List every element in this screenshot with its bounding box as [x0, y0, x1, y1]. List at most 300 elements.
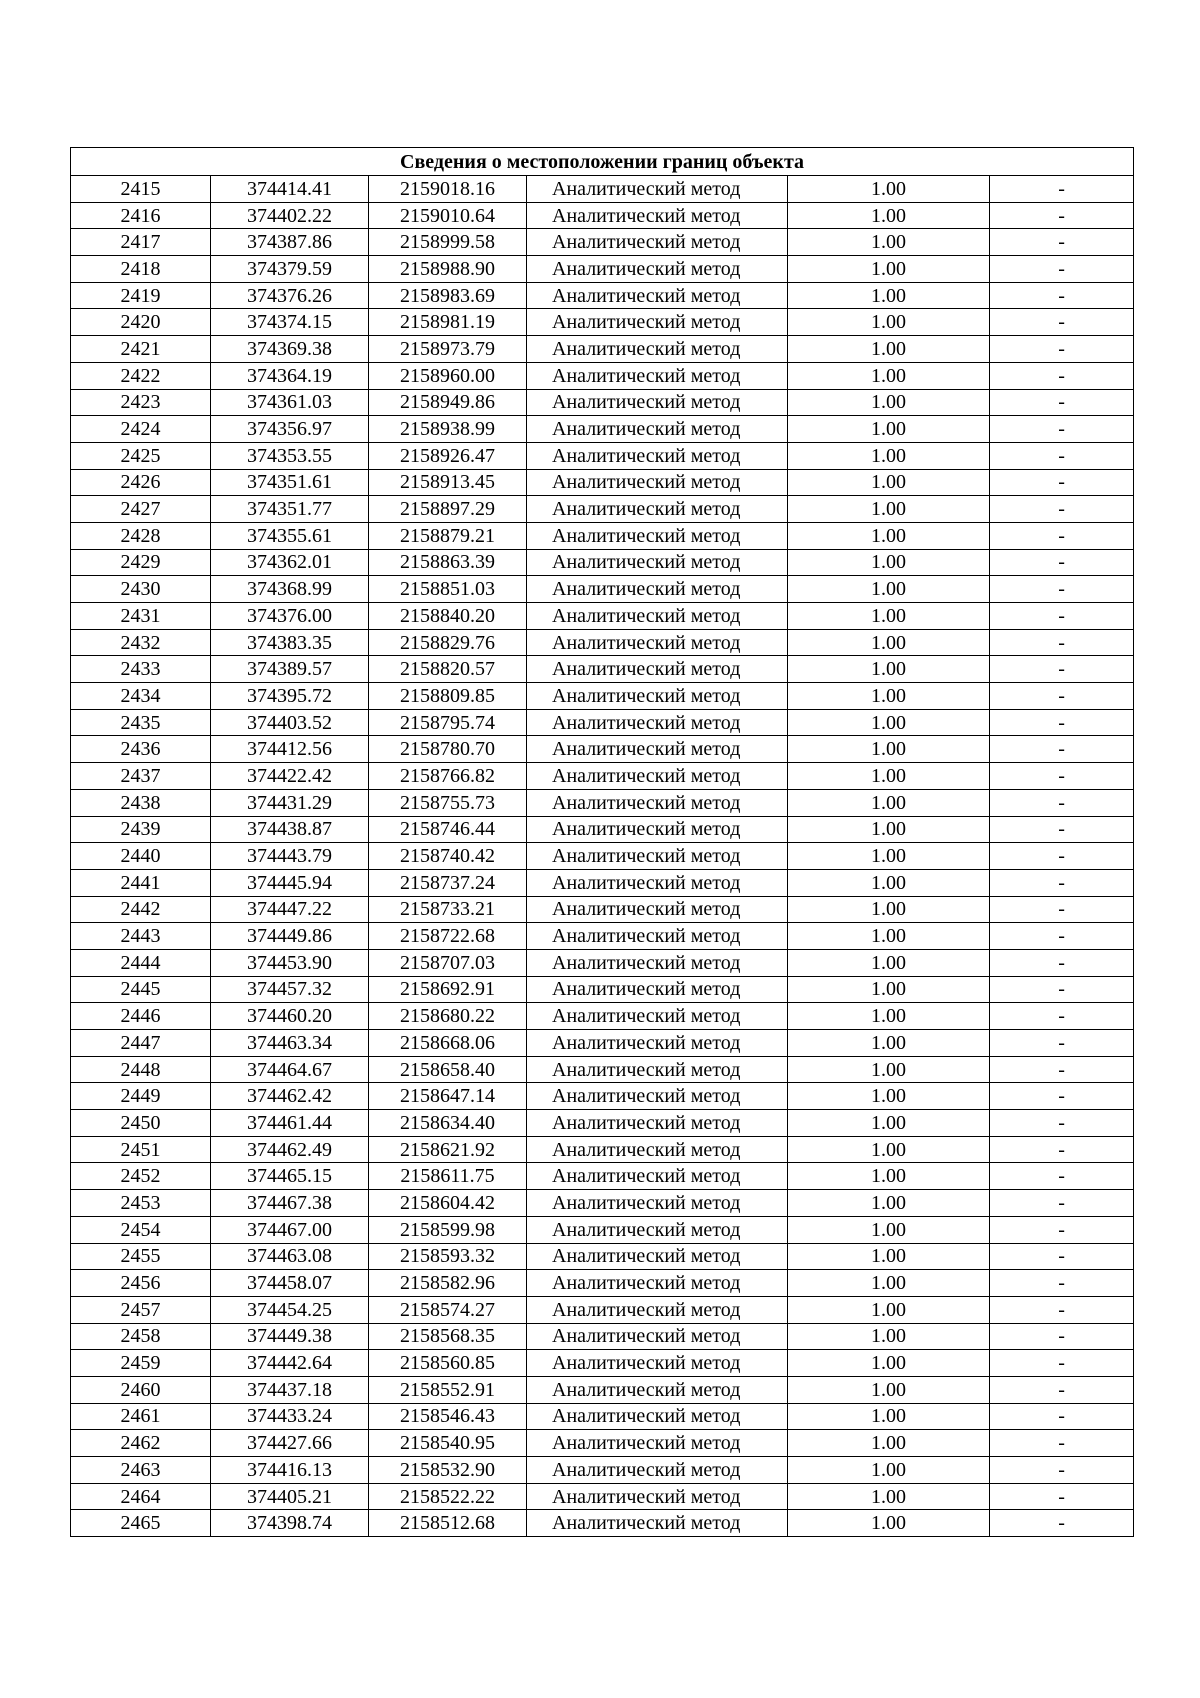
point-number-cell: 2463 — [71, 1457, 211, 1484]
y-coordinate-cell: 2158879.21 — [369, 522, 527, 549]
method-cell: Аналитический метод — [527, 1243, 788, 1270]
table-row — [71, 736, 1134, 763]
description-cell: - — [990, 949, 1134, 976]
y-coordinate-cell: 2158546.43 — [369, 1403, 527, 1430]
description-cell: - — [990, 656, 1134, 683]
table-row — [71, 629, 1134, 656]
accuracy-cell: 1.00 — [788, 736, 990, 763]
x-coordinate-cell: 374437.18 — [211, 1376, 369, 1403]
point-number-cell: 2421 — [71, 336, 211, 363]
table-row — [71, 949, 1134, 976]
y-coordinate-cell: 2158863.39 — [369, 549, 527, 576]
x-coordinate-cell: 374427.66 — [211, 1430, 369, 1457]
accuracy-cell: 1.00 — [788, 816, 990, 843]
point-number-cell: 2426 — [71, 469, 211, 496]
y-coordinate-cell: 2158540.95 — [369, 1430, 527, 1457]
accuracy-cell: 1.00 — [788, 709, 990, 736]
accuracy-cell: 1.00 — [788, 896, 990, 923]
x-coordinate-cell: 374403.52 — [211, 709, 369, 736]
y-coordinate-cell: 2158574.27 — [369, 1296, 527, 1323]
y-coordinate-cell: 2158621.92 — [369, 1136, 527, 1163]
method-cell: Аналитический метод — [527, 1350, 788, 1377]
table-row — [71, 229, 1134, 256]
method-cell: Аналитический метод — [527, 1510, 788, 1537]
x-coordinate-cell: 374453.90 — [211, 949, 369, 976]
x-coordinate-cell: 374389.57 — [211, 656, 369, 683]
description-cell: - — [990, 1163, 1134, 1190]
table-row — [71, 202, 1134, 229]
method-cell: Аналитический метод — [527, 1216, 788, 1243]
point-number-cell: 2456 — [71, 1270, 211, 1297]
description-cell: - — [990, 789, 1134, 816]
method-cell: Аналитический метод — [527, 549, 788, 576]
accuracy-cell: 1.00 — [788, 309, 990, 336]
y-coordinate-cell: 2158560.85 — [369, 1350, 527, 1377]
accuracy-cell: 1.00 — [788, 1510, 990, 1537]
x-coordinate-cell: 374447.22 — [211, 896, 369, 923]
point-number-cell: 2423 — [71, 389, 211, 416]
x-coordinate-cell: 374442.64 — [211, 1350, 369, 1377]
accuracy-cell: 1.00 — [788, 1296, 990, 1323]
method-cell: Аналитический метод — [527, 1030, 788, 1057]
point-number-cell: 2438 — [71, 789, 211, 816]
x-coordinate-cell: 374431.29 — [211, 789, 369, 816]
y-coordinate-cell: 2158746.44 — [369, 816, 527, 843]
x-coordinate-cell: 374395.72 — [211, 683, 369, 710]
y-coordinate-cell: 2158634.40 — [369, 1110, 527, 1137]
table-row — [71, 1216, 1134, 1243]
table-row — [71, 416, 1134, 443]
point-number-cell: 2420 — [71, 309, 211, 336]
y-coordinate-cell: 2158733.21 — [369, 896, 527, 923]
accuracy-cell: 1.00 — [788, 576, 990, 603]
point-number-cell: 2415 — [71, 176, 211, 203]
table-row — [71, 1296, 1134, 1323]
y-coordinate-cell: 2158766.82 — [369, 763, 527, 790]
point-number-cell: 2417 — [71, 229, 211, 256]
accuracy-cell: 1.00 — [788, 1030, 990, 1057]
method-cell: Аналитический метод — [527, 416, 788, 443]
y-coordinate-cell: 2158949.86 — [369, 389, 527, 416]
y-coordinate-cell: 2158722.68 — [369, 923, 527, 950]
method-cell: Аналитический метод — [527, 1457, 788, 1484]
description-cell: - — [990, 1216, 1134, 1243]
description-cell: - — [990, 1350, 1134, 1377]
method-cell: Аналитический метод — [527, 1403, 788, 1430]
accuracy-cell: 1.00 — [788, 1083, 990, 1110]
accuracy-cell: 1.00 — [788, 202, 990, 229]
accuracy-cell: 1.00 — [788, 949, 990, 976]
method-cell: Аналитический метод — [527, 816, 788, 843]
description-cell: - — [990, 549, 1134, 576]
x-coordinate-cell: 374460.20 — [211, 1003, 369, 1030]
accuracy-cell: 1.00 — [788, 1376, 990, 1403]
y-coordinate-cell: 2158809.85 — [369, 683, 527, 710]
description-cell: - — [990, 1110, 1134, 1137]
point-number-cell: 2447 — [71, 1030, 211, 1057]
y-coordinate-cell: 2158829.76 — [369, 629, 527, 656]
point-number-cell: 2445 — [71, 976, 211, 1003]
table-row — [71, 869, 1134, 896]
method-cell: Аналитический метод — [527, 629, 788, 656]
accuracy-cell: 1.00 — [788, 1323, 990, 1350]
accuracy-cell: 1.00 — [788, 496, 990, 523]
description-cell: - — [990, 1136, 1134, 1163]
point-number-cell: 2441 — [71, 869, 211, 896]
y-coordinate-cell: 2158973.79 — [369, 336, 527, 363]
table-row — [71, 389, 1134, 416]
table-row — [71, 1110, 1134, 1137]
accuracy-cell: 1.00 — [788, 843, 990, 870]
description-cell: - — [990, 1376, 1134, 1403]
point-number-cell: 2427 — [71, 496, 211, 523]
accuracy-cell: 1.00 — [788, 1430, 990, 1457]
accuracy-cell: 1.00 — [788, 1003, 990, 1030]
y-coordinate-cell: 2158938.99 — [369, 416, 527, 443]
y-coordinate-cell: 2158599.98 — [369, 1216, 527, 1243]
table-row — [71, 362, 1134, 389]
y-coordinate-cell: 2158668.06 — [369, 1030, 527, 1057]
x-coordinate-cell: 374364.19 — [211, 362, 369, 389]
method-cell: Аналитический метод — [527, 709, 788, 736]
point-number-cell: 2451 — [71, 1136, 211, 1163]
description-cell: - — [990, 629, 1134, 656]
x-coordinate-cell: 374412.56 — [211, 736, 369, 763]
accuracy-cell: 1.00 — [788, 789, 990, 816]
accuracy-cell: 1.00 — [788, 1216, 990, 1243]
table-row — [71, 1056, 1134, 1083]
method-cell: Аналитический метод — [527, 683, 788, 710]
point-number-cell: 2460 — [71, 1376, 211, 1403]
description-cell: - — [990, 976, 1134, 1003]
method-cell: Аналитический метод — [527, 869, 788, 896]
description-cell: - — [990, 709, 1134, 736]
x-coordinate-cell: 374438.87 — [211, 816, 369, 843]
point-number-cell: 2437 — [71, 763, 211, 790]
table-row — [71, 843, 1134, 870]
y-coordinate-cell: 2158611.75 — [369, 1163, 527, 1190]
description-cell: - — [990, 1030, 1134, 1057]
point-number-cell: 2444 — [71, 949, 211, 976]
x-coordinate-cell: 374422.42 — [211, 763, 369, 790]
x-coordinate-cell: 374462.42 — [211, 1083, 369, 1110]
y-coordinate-cell: 2158999.58 — [369, 229, 527, 256]
x-coordinate-cell: 374433.24 — [211, 1403, 369, 1430]
point-number-cell: 2439 — [71, 816, 211, 843]
accuracy-cell: 1.00 — [788, 923, 990, 950]
description-cell: - — [990, 1296, 1134, 1323]
y-coordinate-cell: 2158582.96 — [369, 1270, 527, 1297]
point-number-cell: 2459 — [71, 1350, 211, 1377]
x-coordinate-cell: 374356.97 — [211, 416, 369, 443]
x-coordinate-cell: 374374.15 — [211, 309, 369, 336]
x-coordinate-cell: 374398.74 — [211, 1510, 369, 1537]
y-coordinate-cell: 2158795.74 — [369, 709, 527, 736]
method-cell: Аналитический метод — [527, 843, 788, 870]
method-cell: Аналитический метод — [527, 522, 788, 549]
description-cell: - — [990, 229, 1134, 256]
accuracy-cell: 1.00 — [788, 1243, 990, 1270]
description-cell: - — [990, 309, 1134, 336]
x-coordinate-cell: 374379.59 — [211, 256, 369, 283]
table-row — [71, 1083, 1134, 1110]
y-coordinate-cell: 2158820.57 — [369, 656, 527, 683]
description-cell: - — [990, 336, 1134, 363]
x-coordinate-cell: 374405.21 — [211, 1483, 369, 1510]
description-cell: - — [990, 736, 1134, 763]
point-number-cell: 2443 — [71, 923, 211, 950]
description-cell: - — [990, 362, 1134, 389]
x-coordinate-cell: 374376.00 — [211, 603, 369, 630]
y-coordinate-cell: 2158981.19 — [369, 309, 527, 336]
y-coordinate-cell: 2158840.20 — [369, 603, 527, 630]
y-coordinate-cell: 2158897.29 — [369, 496, 527, 523]
method-cell: Аналитический метод — [527, 1430, 788, 1457]
method-cell: Аналитический метод — [527, 1376, 788, 1403]
method-cell: Аналитический метод — [527, 1296, 788, 1323]
x-coordinate-cell: 374355.61 — [211, 522, 369, 549]
description-cell: - — [990, 1323, 1134, 1350]
accuracy-cell: 1.00 — [788, 629, 990, 656]
x-coordinate-cell: 374383.35 — [211, 629, 369, 656]
method-cell: Аналитический метод — [527, 976, 788, 1003]
point-number-cell: 2454 — [71, 1216, 211, 1243]
y-coordinate-cell: 2158740.42 — [369, 843, 527, 870]
table-row — [71, 1163, 1134, 1190]
table-row — [71, 576, 1134, 603]
point-number-cell: 2452 — [71, 1163, 211, 1190]
y-coordinate-cell: 2158658.40 — [369, 1056, 527, 1083]
x-coordinate-cell: 374462.49 — [211, 1136, 369, 1163]
method-cell: Аналитический метод — [527, 229, 788, 256]
method-cell: Аналитический метод — [527, 256, 788, 283]
point-number-cell: 2430 — [71, 576, 211, 603]
point-number-cell: 2419 — [71, 282, 211, 309]
y-coordinate-cell: 2158512.68 — [369, 1510, 527, 1537]
y-coordinate-cell: 2158692.91 — [369, 976, 527, 1003]
table-row — [71, 816, 1134, 843]
x-coordinate-cell: 374445.94 — [211, 869, 369, 896]
method-cell: Аналитический метод — [527, 923, 788, 950]
table-row — [71, 976, 1134, 1003]
accuracy-cell: 1.00 — [788, 362, 990, 389]
table-row — [71, 549, 1134, 576]
method-cell: Аналитический метод — [527, 469, 788, 496]
table-row — [71, 469, 1134, 496]
method-cell: Аналитический метод — [527, 1003, 788, 1030]
table-row — [71, 1030, 1134, 1057]
accuracy-cell: 1.00 — [788, 763, 990, 790]
description-cell: - — [990, 202, 1134, 229]
table-row — [71, 1457, 1134, 1484]
description-cell: - — [990, 843, 1134, 870]
x-coordinate-cell: 374369.38 — [211, 336, 369, 363]
accuracy-cell: 1.00 — [788, 1190, 990, 1217]
table-row — [71, 1003, 1134, 1030]
point-number-cell: 2464 — [71, 1483, 211, 1510]
description-cell: - — [990, 1403, 1134, 1430]
method-cell: Аналитический метод — [527, 576, 788, 603]
point-number-cell: 2449 — [71, 1083, 211, 1110]
method-cell: Аналитический метод — [527, 656, 788, 683]
x-coordinate-cell: 374368.99 — [211, 576, 369, 603]
y-coordinate-cell: 2158532.90 — [369, 1457, 527, 1484]
point-number-cell: 2428 — [71, 522, 211, 549]
y-coordinate-cell: 2158988.90 — [369, 256, 527, 283]
description-cell: - — [990, 923, 1134, 950]
table-row — [71, 603, 1134, 630]
point-number-cell: 2424 — [71, 416, 211, 443]
description-cell: - — [990, 416, 1134, 443]
accuracy-cell: 1.00 — [788, 1403, 990, 1430]
x-coordinate-cell: 374402.22 — [211, 202, 369, 229]
point-number-cell: 2422 — [71, 362, 211, 389]
x-coordinate-cell: 374458.07 — [211, 1270, 369, 1297]
x-coordinate-cell: 374351.61 — [211, 469, 369, 496]
point-number-cell: 2436 — [71, 736, 211, 763]
accuracy-cell: 1.00 — [788, 1270, 990, 1297]
point-number-cell: 2450 — [71, 1110, 211, 1137]
method-cell: Аналитический метод — [527, 282, 788, 309]
x-coordinate-cell: 374443.79 — [211, 843, 369, 870]
table-row — [71, 1430, 1134, 1457]
accuracy-cell: 1.00 — [788, 1350, 990, 1377]
description-cell: - — [990, 442, 1134, 469]
y-coordinate-cell: 2158926.47 — [369, 442, 527, 469]
accuracy-cell: 1.00 — [788, 1457, 990, 1484]
accuracy-cell: 1.00 — [788, 1110, 990, 1137]
accuracy-cell: 1.00 — [788, 229, 990, 256]
table-row — [71, 309, 1134, 336]
point-number-cell: 2416 — [71, 202, 211, 229]
table-body — [71, 176, 1134, 1537]
y-coordinate-cell: 2158522.22 — [369, 1483, 527, 1510]
x-coordinate-cell: 374467.00 — [211, 1216, 369, 1243]
point-number-cell: 2455 — [71, 1243, 211, 1270]
method-cell: Аналитический метод — [527, 1110, 788, 1137]
table-row — [71, 1376, 1134, 1403]
x-coordinate-cell: 374457.32 — [211, 976, 369, 1003]
accuracy-cell: 1.00 — [788, 976, 990, 1003]
x-coordinate-cell: 374362.01 — [211, 549, 369, 576]
y-coordinate-cell: 2158851.03 — [369, 576, 527, 603]
method-cell: Аналитический метод — [527, 896, 788, 923]
method-cell: Аналитический метод — [527, 1190, 788, 1217]
table-row — [71, 683, 1134, 710]
method-cell: Аналитический метод — [527, 603, 788, 630]
description-cell: - — [990, 496, 1134, 523]
accuracy-cell: 1.00 — [788, 683, 990, 710]
description-cell: - — [990, 1083, 1134, 1110]
point-number-cell: 2425 — [71, 442, 211, 469]
description-cell: - — [990, 1243, 1134, 1270]
accuracy-cell: 1.00 — [788, 1163, 990, 1190]
method-cell: Аналитический метод — [527, 789, 788, 816]
accuracy-cell: 1.00 — [788, 522, 990, 549]
accuracy-cell: 1.00 — [788, 1136, 990, 1163]
method-cell: Аналитический метод — [527, 176, 788, 203]
table-row — [71, 1483, 1134, 1510]
table-row — [71, 442, 1134, 469]
y-coordinate-cell: 2158983.69 — [369, 282, 527, 309]
table-row — [71, 1323, 1134, 1350]
y-coordinate-cell: 2158913.45 — [369, 469, 527, 496]
description-cell: - — [990, 1190, 1134, 1217]
table-row — [71, 1270, 1134, 1297]
accuracy-cell: 1.00 — [788, 176, 990, 203]
point-number-cell: 2442 — [71, 896, 211, 923]
description-cell: - — [990, 282, 1134, 309]
point-number-cell: 2458 — [71, 1323, 211, 1350]
method-cell: Аналитический метод — [527, 763, 788, 790]
description-cell: - — [990, 896, 1134, 923]
x-coordinate-cell: 374463.08 — [211, 1243, 369, 1270]
y-coordinate-cell: 2158780.70 — [369, 736, 527, 763]
accuracy-cell: 1.00 — [788, 1483, 990, 1510]
description-cell: - — [990, 1510, 1134, 1537]
method-cell: Аналитический метод — [527, 309, 788, 336]
table-title-row — [71, 148, 1134, 176]
method-cell: Аналитический метод — [527, 1483, 788, 1510]
description-cell: - — [990, 1270, 1134, 1297]
description-cell: - — [990, 469, 1134, 496]
y-coordinate-cell: 2158680.22 — [369, 1003, 527, 1030]
point-number-cell: 2457 — [71, 1296, 211, 1323]
accuracy-cell: 1.00 — [788, 442, 990, 469]
description-cell: - — [990, 522, 1134, 549]
table-row — [71, 656, 1134, 683]
x-coordinate-cell: 374463.34 — [211, 1030, 369, 1057]
method-cell: Аналитический метод — [527, 1323, 788, 1350]
point-number-cell: 2418 — [71, 256, 211, 283]
point-number-cell: 2465 — [71, 1510, 211, 1537]
method-cell: Аналитический метод — [527, 1163, 788, 1190]
method-cell: Аналитический метод — [527, 202, 788, 229]
description-cell: - — [990, 1483, 1134, 1510]
table-row — [71, 336, 1134, 363]
description-cell: - — [990, 683, 1134, 710]
x-coordinate-cell: 374416.13 — [211, 1457, 369, 1484]
table-title: Сведения о местоположении границ объекта — [71, 148, 1134, 176]
x-coordinate-cell: 374461.44 — [211, 1110, 369, 1137]
accuracy-cell: 1.00 — [788, 603, 990, 630]
method-cell: Аналитический метод — [527, 949, 788, 976]
point-number-cell: 2433 — [71, 656, 211, 683]
table-row — [71, 522, 1134, 549]
table-row — [71, 709, 1134, 736]
table-row — [71, 282, 1134, 309]
y-coordinate-cell: 2158604.42 — [369, 1190, 527, 1217]
table-row — [71, 176, 1134, 203]
table-row — [71, 1136, 1134, 1163]
description-cell: - — [990, 389, 1134, 416]
x-coordinate-cell: 374414.41 — [211, 176, 369, 203]
x-coordinate-cell: 374387.86 — [211, 229, 369, 256]
y-coordinate-cell: 2158647.14 — [369, 1083, 527, 1110]
description-cell: - — [990, 763, 1134, 790]
method-cell: Аналитический метод — [527, 1270, 788, 1297]
x-coordinate-cell: 374465.15 — [211, 1163, 369, 1190]
description-cell: - — [990, 1430, 1134, 1457]
point-number-cell: 2461 — [71, 1403, 211, 1430]
accuracy-cell: 1.00 — [788, 549, 990, 576]
description-cell: - — [990, 1056, 1134, 1083]
table-row — [71, 896, 1134, 923]
accuracy-cell: 1.00 — [788, 416, 990, 443]
y-coordinate-cell: 2159018.16 — [369, 176, 527, 203]
y-coordinate-cell: 2159010.64 — [369, 202, 527, 229]
method-cell: Аналитический метод — [527, 1136, 788, 1163]
